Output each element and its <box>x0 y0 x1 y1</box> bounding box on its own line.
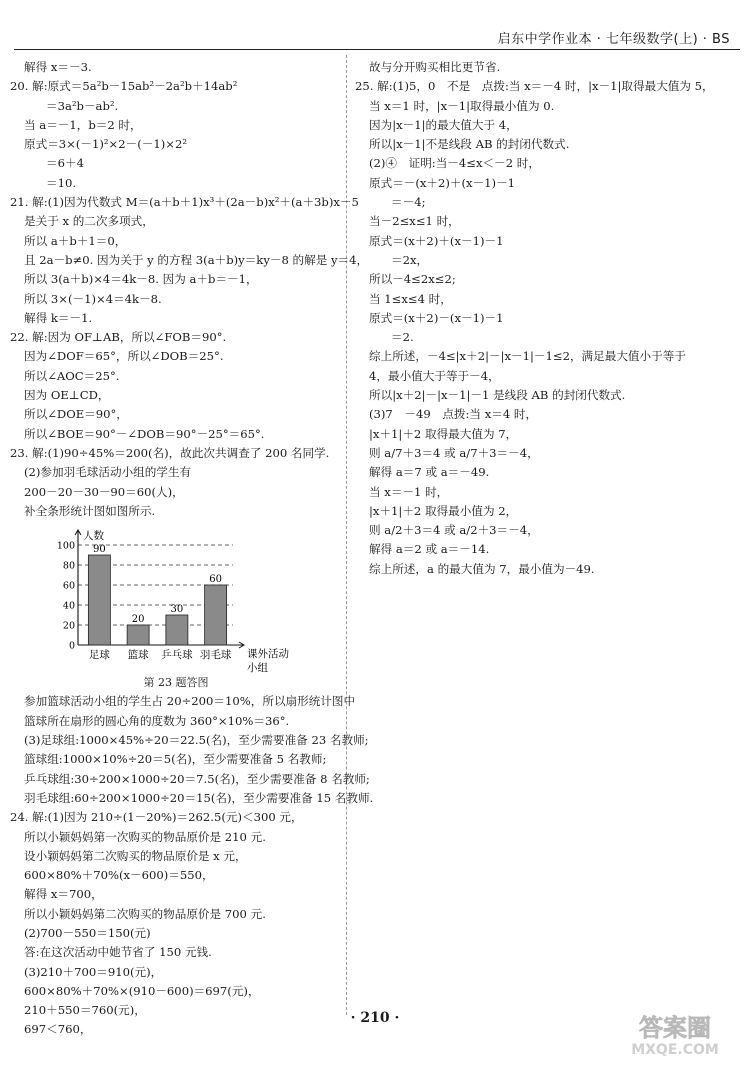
bar-value-label: 30 <box>170 604 184 616</box>
page-number: · 210 · <box>350 1010 400 1026</box>
header-title: 启东中学作业本 · 七年级数学(上) · BS <box>497 32 730 47</box>
watermark-logo <box>610 1010 740 1058</box>
bar-chart-svg <box>50 523 290 673</box>
text-line: 设小颖妈妈第二次购买的物品原价是 x 元， <box>24 848 247 863</box>
text-line: 当 a＝－1，b＝2 时， <box>24 117 142 132</box>
text-line: (3)足球组:1000×45%÷20＝22.5(名)，至少需要准备 23 名教师; <box>24 733 369 748</box>
text-line: |x＋1|＋2 取得最大值为 7， <box>369 426 518 441</box>
watermark-text: 答案圈 <box>639 1014 711 1042</box>
left-top-text <box>10 58 369 521</box>
y-tick-label: 100 <box>56 540 75 552</box>
text-line: 所以∠AOC＝25°. <box>24 368 120 383</box>
text-line: 24. 解:(1)因为 210÷(1－20%)＝262.5(元)＜300 元， <box>10 810 303 825</box>
text-line: 羽毛球组:60÷200×1000÷20＝15(名)，至少需要准备 15 名教师. <box>24 790 374 805</box>
text-line: 23. 解:(1)90÷45%＝200(名)，故此次共调查了 200 名同学. <box>10 445 330 460</box>
x-tick-label: 足球 <box>88 649 110 662</box>
text-line: 当－2≤x≤1 时， <box>369 214 460 229</box>
text-line: 篮球组:1000×10%÷20＝5(名)，至少需要准备 5 名教师; <box>24 752 327 767</box>
text-line: 所以|x－1|不是线段 AB 的封闭代数式. <box>369 137 570 152</box>
text-line: 所以小颖妈妈第一次购买的物品原价是 210 元. <box>24 829 266 844</box>
text-line: 则 a/7＋3＝4 或 a/7＋3＝－4， <box>369 445 539 460</box>
text-line: ＝3a²b－ab². <box>46 98 119 113</box>
text-line: ＝10. <box>46 175 77 190</box>
bar-value-label: 90 <box>93 544 106 556</box>
text-line: 所以 3×(－1)×4＝4k－8. <box>24 291 162 306</box>
text-line: 所以小颖妈妈第二次购买的物品原价是 700 元. <box>24 906 266 921</box>
text-line: 且 2a－b≠0. 因为关于 y 的方程 3(a＋b)y＝ky－8 的解是 y＝4， <box>24 252 369 267</box>
x-tick-label: 羽毛球 <box>199 649 232 662</box>
y-tick-label: 60 <box>62 580 75 592</box>
right-text <box>355 58 737 579</box>
left-bottom-text <box>10 692 374 1039</box>
text-line: (2)700－550＝150(元) <box>24 925 151 940</box>
x-tick-label: 乒乓球 <box>161 649 193 662</box>
x-tick-label: 篮球 <box>127 649 149 662</box>
text-line: 600×80%＋70%(x－600)＝550， <box>24 868 214 883</box>
text-line: (3)210＋700＝910(元)， <box>24 964 163 979</box>
text-line: 因为 OE⊥CD， <box>24 388 110 403</box>
text-line: 所以|x＋2|－|x－1|－1 是线段 AB 的封闭代数式. <box>369 388 626 403</box>
text-line: 原式＝－(x＋2)＋(x－1)－1 <box>369 175 516 190</box>
text-line: 解得 x＝－3. <box>24 60 92 74</box>
text-line: 原式＝(x＋2)＋(x－1)－1 <box>369 233 504 248</box>
left-column <box>10 58 374 1040</box>
text-line: 20. 解:原式＝5a²b－15ab²－2a²b＋14ab² <box>10 79 238 94</box>
text-line: 综上所述，a 的最大值为 7，最小值为－49. <box>369 561 595 576</box>
text-line: 所以∠DOE＝90°， <box>24 407 128 422</box>
text-line: ＝2x， <box>391 252 429 267</box>
text-line: ＝6＋4 <box>46 156 84 171</box>
text-line: 解得 k＝－1. <box>24 310 93 325</box>
text-line: 故与分开购买相比更节省. <box>369 60 501 74</box>
text-line: 答:在这次活动中她节省了 150 元钱. <box>24 945 212 960</box>
y-axis-label: 人数 <box>83 530 104 543</box>
text-line: 所以 3(a＋b)×4＝4k－8. 因为 a＋b＝－1， <box>24 272 258 287</box>
text-line: 所以∠BOE＝90°－∠DOB＝90°－25°＝65°. <box>24 426 265 441</box>
text-line: 解得 x＝700， <box>24 887 103 902</box>
bar <box>166 615 188 645</box>
bar-value-label: 20 <box>131 614 145 626</box>
text-line: 600×80%＋70%×(910－600)＝697(元)， <box>24 983 260 998</box>
text-line: 当 x＝－1 时， <box>369 484 449 499</box>
bar <box>88 555 110 645</box>
text-line: 21. 解:(1)因为代数式 M＝(a＋b＋1)x³＋(2a－b)x²＋(a＋3b)x－5 <box>10 195 359 210</box>
text-line: (3)7 －49 点拨:当 x＝4 时， <box>369 407 538 422</box>
text-line: 当 1≤x≤4 时， <box>369 291 452 306</box>
watermark-subtext: MXQE.COM <box>631 1042 719 1058</box>
y-tick-label: 80 <box>62 560 75 572</box>
text-line: (2)参加羽毛球活动小组的学生有 <box>24 465 192 480</box>
text-line: 篮球所在扇形的圆心角的度数为 360°×10%＝36°. <box>24 713 290 728</box>
y-tick-label: 20 <box>62 620 75 632</box>
bar-value-label: 60 <box>209 574 222 586</box>
y-tick-label: 40 <box>62 600 75 612</box>
text-line: 原式＝(x＋2)－(x－1)－1 <box>369 310 504 325</box>
text-line: 所以 a＋b＋1＝0， <box>24 233 127 248</box>
header-rule <box>14 49 740 50</box>
text-line: 200－20－30－90＝60(人)， <box>24 484 184 499</box>
text-line: 乒乓球组:30÷200×1000÷20＝7.5(名)，至少需要准备 8 名教师; <box>24 771 370 786</box>
text-line: 因为|x－1|的最大值大于 4， <box>369 117 518 132</box>
text-line: 210＋550＝760(元)， <box>24 1003 146 1018</box>
text-line: 解得 a＝7 或 a＝－49. <box>369 465 490 480</box>
bar <box>205 585 227 645</box>
text-line: 则 a/2＋3＝4 或 a/2＋3＝－4， <box>369 523 539 538</box>
text-line: 参加篮球活动小组的学生占 20÷200＝10%，所以扇形统计图中 <box>24 694 356 709</box>
text-line: 697＜760， <box>24 1022 92 1037</box>
text-line: 是关于 x 的二次多项式， <box>24 214 154 229</box>
text-line: (2)④ 证明:当－4≤x＜－2 时， <box>369 156 540 171</box>
text-line: ＝2. <box>391 330 414 345</box>
chart-caption: 第 23 题答图 <box>143 676 209 690</box>
bar <box>127 625 149 645</box>
text-line: 原式＝3×(－1)²×2－(－1)×2² <box>24 137 187 152</box>
text-line: 当 x＝1 时，|x－1|取得最小值为 0. <box>369 98 555 113</box>
text-line: 补全条形统计图如图所示. <box>24 503 156 518</box>
text-line: 所以－4≤2x≤2; <box>369 272 456 287</box>
text-line: |x＋1|＋2 取得最小值为 2， <box>369 503 518 518</box>
x-axis-label: 课外活动 <box>247 648 289 661</box>
text-line: 解得 a＝2 或 a＝－14. <box>369 542 490 557</box>
text-line: 25. 解:(1)5，0 不是 点拨:当 x＝－4 时，|x－1|取得最大值为 5， <box>355 79 714 94</box>
x-axis-label-cont: 小组 <box>247 662 268 674</box>
text-line: 4，最小值大于等于－4， <box>369 368 500 383</box>
bar-chart <box>50 523 342 673</box>
text-line: 因为∠DOF＝65°，所以∠DOB＝25°. <box>24 349 224 364</box>
text-line: 22. 解:因为 OF⊥AB，所以∠FOB＝90°. <box>10 330 227 345</box>
text-line: ＝－4; <box>391 195 426 210</box>
y-tick-label: 0 <box>68 640 75 652</box>
right-column <box>355 58 737 579</box>
text-line: 综上所述，－4≤|x＋2|－|x－1|－1≤2，满足最大值小于等于 <box>369 349 686 364</box>
